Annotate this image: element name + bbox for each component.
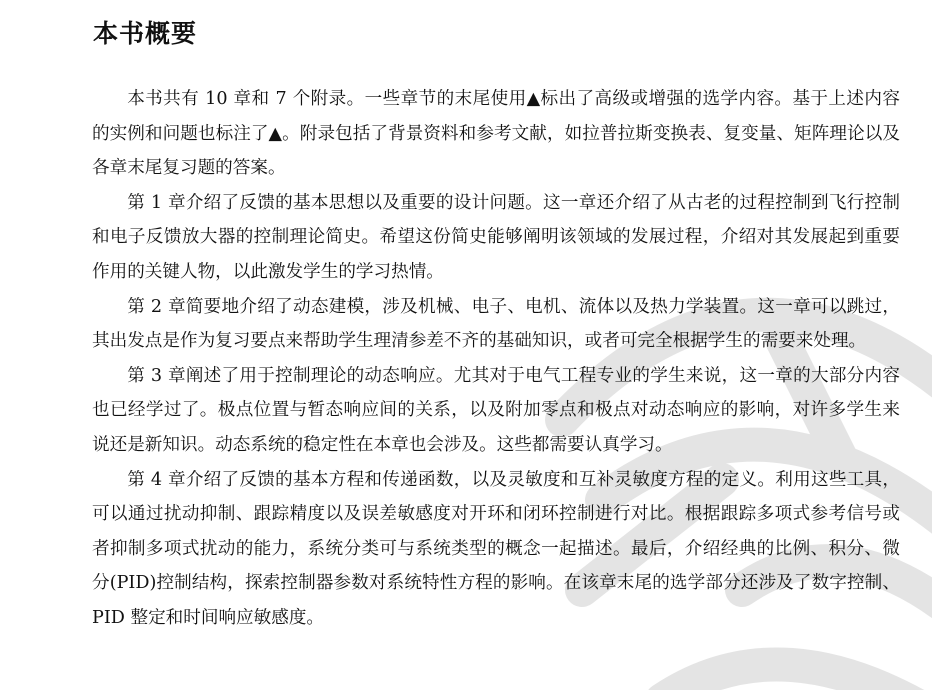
paragraph-overview: 本书共有 10 章和 7 个附录。一些章节的末尾使用▲标出了高级或增强的选学内容。基于上述内容的实例和问题也标注了▲。附录包括了背景资料和参考文献，如拉普拉斯变换表、复变量、矩阵理论以及各章末尾复习题的答案。 [92, 89, 900, 179]
paragraph-chapter-3: 第 3 章阐述了用于控制理论的动态响应。尤其对于电气工程专业的学生来说，这一章的大部分内容也已经学过了。极点位置与暂态响应间的关系，以及附加零点和极点对动态响应的影响，对许多学生来说还是新知识。动态系统的稳定性在本章也会涉及。这些都需要认真学习。 [92, 365, 900, 455]
paragraph-chapter-1: 第 1 章介绍了反馈的基本思想以及重要的设计问题。这一章还介绍了从古老的过程控制到飞行控制和电子反馈放大器的控制理论简史。希望这份简史能够阐明该领域的发展过程，介绍对其发展起到重要作用的关键人物，以此激发学生的学习热情。 [92, 192, 900, 282]
body-text [92, 82, 900, 636]
paragraph-chapter-4: 第 4 章介绍了反馈的基本方程和传递函数，以及灵敏度和互补灵敏度方程的定义。利用这些工具，可以通过扰动抑制、跟踪精度以及误差敏感度对开环和闭环控制进行对比。根据跟踪多项式参考信号或者抑制多项式扰动的能力，系统分类可与系统类型的概念一起描述。最后，介绍经典的比例、积分、微分(PID)控制结构，探索控制器参数对系统特性方程的影响。在该章末尾的选学部分还涉及了数字控制、PID 整定和时间响应敏感度。 [92, 469, 900, 628]
paragraph-chapter-2: 第 2 章简要地介绍了动态建模，涉及机械、电子、电机、流体以及热力学装置。这一章可以跳过，其出发点是作为复习要点来帮助学生理清参差不齐的基础知识，或者可完全根据学生的需要来处理。 [92, 296, 900, 352]
section-heading: 本书概要 [93, 19, 198, 48]
